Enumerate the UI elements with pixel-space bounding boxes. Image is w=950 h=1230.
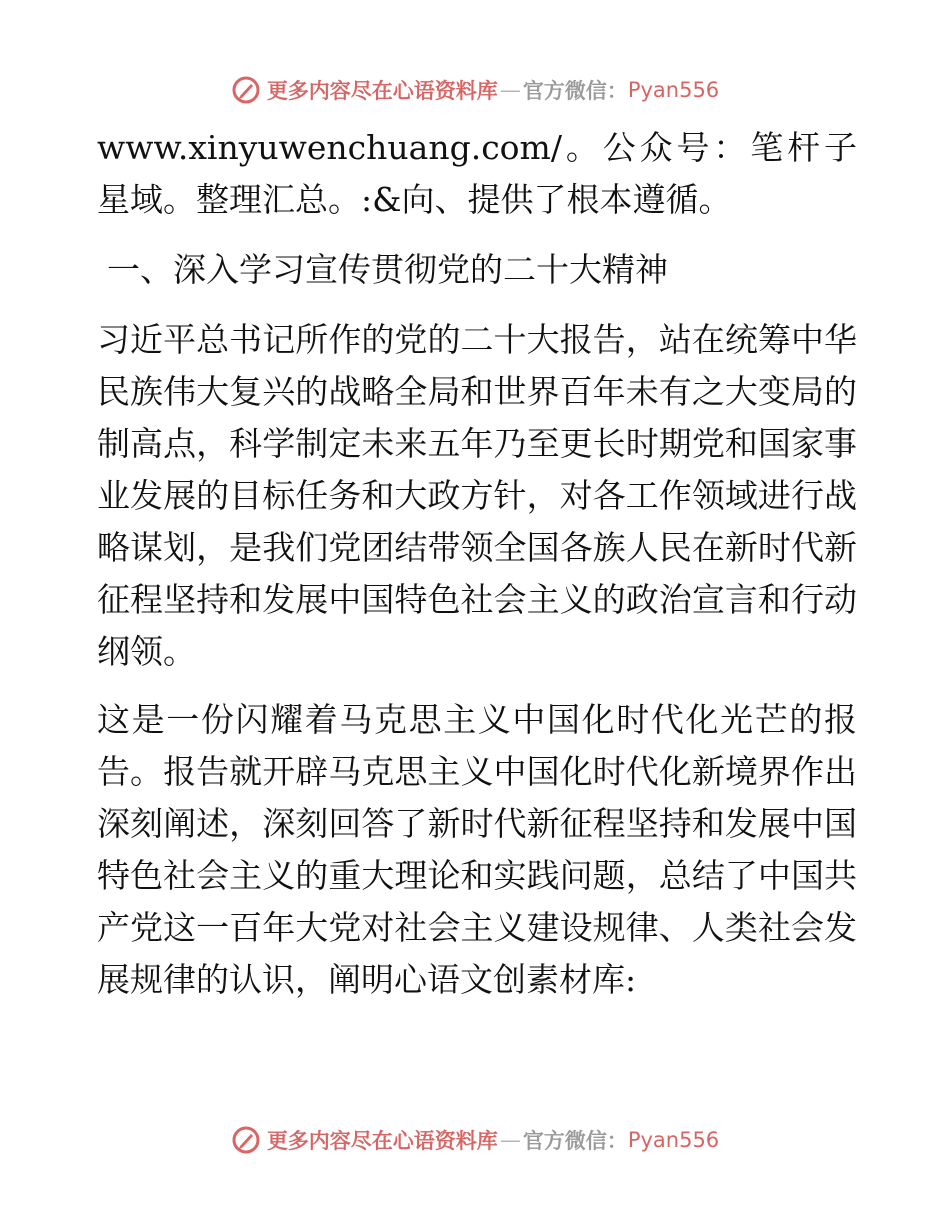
intro-paragraph: www.xinyuwenchuang.com/。公众号：笔杆子星域。整理汇总。:&向、提供了根本遵循。 <box>97 128 857 219</box>
pen-logo-icon <box>231 75 261 105</box>
body-paragraph-2: 这是一份闪耀着马克思主义中国化时代化光芒的报告。报告就开辟马克思主义中国化时代化新境界作出深刻阐述，深刻回答了新时代新征程坚持和发展中国特色社会主义的重大理论和实践问题，总结了中国共产党这一百年大党对社会主义建设规律、人类社会发展规律的认识，阐明心语文创素材库: <box>97 700 857 999</box>
document-body <box>97 122 857 1006</box>
banner-site-text: 更多内容尽在心语资料库 <box>266 1129 498 1153</box>
footer-banner <box>0 1120 950 1160</box>
banner-site-text: 更多内容尽在心语资料库 <box>266 79 498 103</box>
banner-dash: — <box>499 1128 521 1152</box>
pen-logo-icon <box>231 1125 261 1155</box>
section-heading: 一、深入学习宣传贯彻党的二十大精神 <box>107 250 668 289</box>
banner-official-label: 官方微信： <box>522 79 628 103</box>
body-paragraph-1: 习近平总书记所作的党的二十大报告，站在统筹中华民族伟大复兴的战略全局和世界百年未有之大变局的制高点，科学制定未来五年乃至更长时期党和国家事业发展的目标任务和大政方针，对各工作领域进行战略谋划，是我们党团结带领全国各族人民在新时代新征程坚持和发展中国特色社会主义的政治宣言和行动纲领。 <box>97 320 857 671</box>
banner-official-label: 官方微信： <box>522 1129 628 1153</box>
header-banner <box>0 70 950 110</box>
banner-account: Pyan556 <box>627 1128 720 1152</box>
banner-account: Pyan556 <box>627 78 720 102</box>
banner-dash: — <box>499 78 521 102</box>
